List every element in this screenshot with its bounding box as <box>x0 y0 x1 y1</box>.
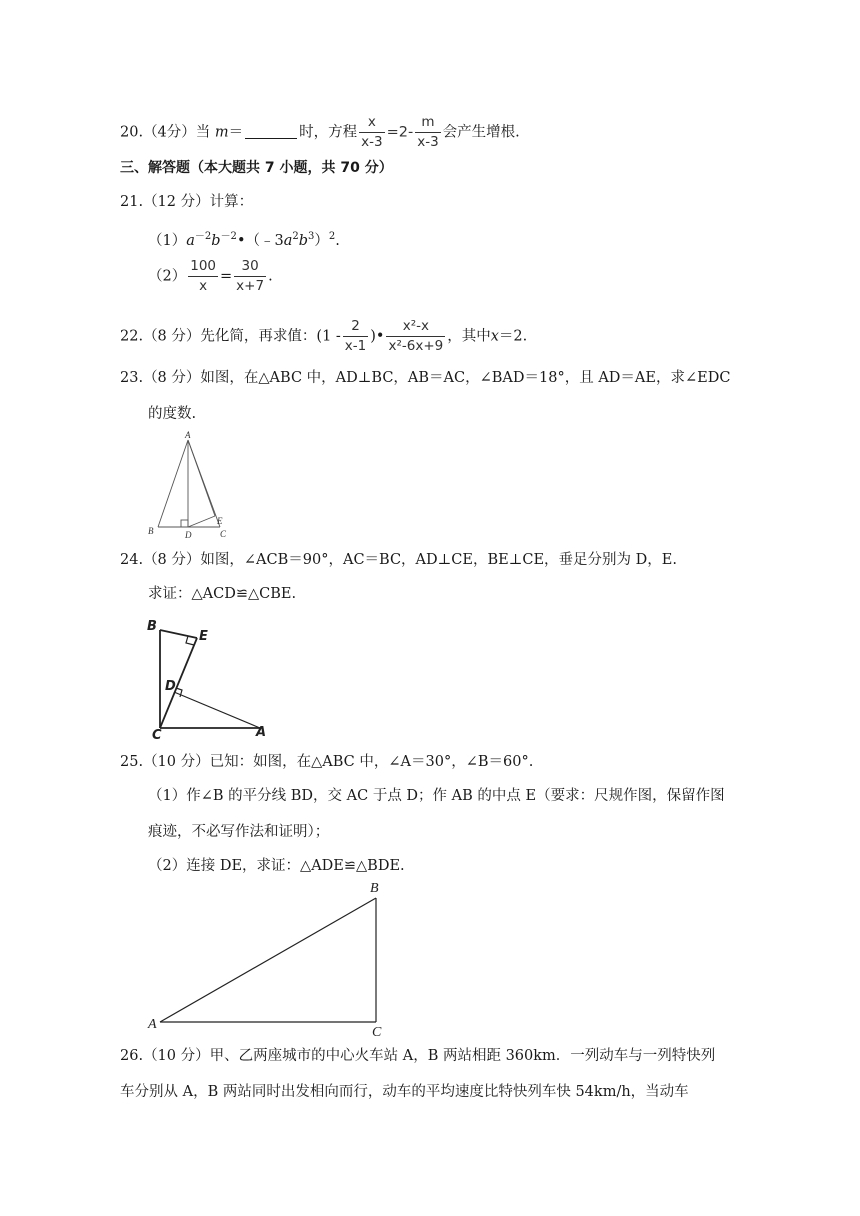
q21-stem: 21.（12 分）计算： <box>120 194 254 210</box>
label-c: C <box>372 1025 382 1036</box>
right-angle-mark <box>181 520 188 527</box>
fraction-2-over-x-1: $\frac{2}{x-1}$ <box>344 318 367 354</box>
label-a: A <box>185 430 191 440</box>
fraction-polynomial: $\frac{\text{x²-x}}{\text{x²-6x+9}}$ <box>388 318 444 354</box>
q22-line: 22.（8 分）先化简，再求值：(1 - $\frac{2}{x-1}$ )• $\frac{\text{x²-x}}{\text{x²-6x+9}}$ ，其中x＝2. <box>120 318 528 354</box>
q24-figure <box>140 612 280 742</box>
q20-line: 20.（4分）当 m＝ 时，方程 $\frac{x}{x-3}$ =2- $\frac{m}{x-3}$ 会产生增根. <box>120 114 520 150</box>
q25-part1: （1）作∠B 的平分线 BD，交 AC 于点 D；作 AB 的中点 E（要求：尺规作图，保留作图 <box>148 788 725 804</box>
q26-line1: 26.（10 分）甲、乙两座城市的中心火车站 A，B 两站相距 360km．一列动车与一列特快列 <box>120 1048 716 1064</box>
label-e: E <box>217 516 223 526</box>
q26-line2: 车分别从 A，B 两站同时出发相向而行，动车的平均速度比特快列车快 54km/h，当动车 <box>120 1084 689 1100</box>
label-c: C <box>152 728 162 742</box>
fraction-m-over-x-3: $\frac{m}{x-3}$ <box>417 114 439 150</box>
label-b: B <box>370 881 379 896</box>
q25-figure <box>140 876 400 1036</box>
q23-figure <box>140 428 240 540</box>
label-a: A <box>256 725 267 740</box>
section-title: 三、解答题（本大题共 7 小题，共 70 分） <box>120 160 393 176</box>
fraction-x-over-x-3: $\frac{x}{x-3}$ <box>361 114 383 150</box>
segment-ae <box>188 440 215 516</box>
q23-line1: 23.（8 分）如图，在△ABC 中，AD⊥BC，AB＝AC，∠BAD＝18°，且 AD＝AE，求∠EDC <box>120 370 731 386</box>
q25-part1-cont: 痕迹，不必写作法和证明）； <box>148 824 330 840</box>
answer-blank <box>245 124 297 139</box>
right-angle-mark-d <box>176 688 182 697</box>
q23-line2: 的度数. <box>148 406 197 422</box>
segment-ab <box>158 440 188 527</box>
q25-part2: （2）连接 DE，求证：△ADE≌△BDE. <box>148 858 405 874</box>
fraction-30-over-x7: $\frac{30}{x+7}$ <box>236 258 265 294</box>
q21-part2: （2） $\frac{100}{x}$ = $\frac{30}{x+7}$ . <box>148 258 273 294</box>
segment-ad <box>174 692 260 728</box>
segment-ab <box>160 898 376 1022</box>
q24-line2: 求证：△ACD≌△CBE. <box>148 586 297 602</box>
label-e: E <box>199 629 208 644</box>
q25-line1: 25.（10 分）已知：如图，在△ABC 中，∠A＝30°，∠B＝60°. <box>120 754 534 770</box>
fraction-100-over-x: $\frac{100}{x}$ <box>190 258 217 294</box>
label-b: B <box>147 619 157 634</box>
q21-part1: $(1)a^{-2}b^{-2}•(﹣3a^2b^3)^2$. <box>148 231 340 249</box>
segment-de <box>188 516 215 527</box>
label-a: A <box>148 1017 157 1032</box>
label-d: D <box>185 530 192 540</box>
label-c: C <box>220 529 227 539</box>
segment-be <box>160 630 197 638</box>
label-b: B <box>148 526 154 536</box>
label-d: D <box>165 679 176 694</box>
q24-line1: 24.（8 分）如图，∠ACB＝90°，AC＝BC，AD⊥CE，BE⊥CE，垂足分别为 D，E. <box>120 552 677 568</box>
